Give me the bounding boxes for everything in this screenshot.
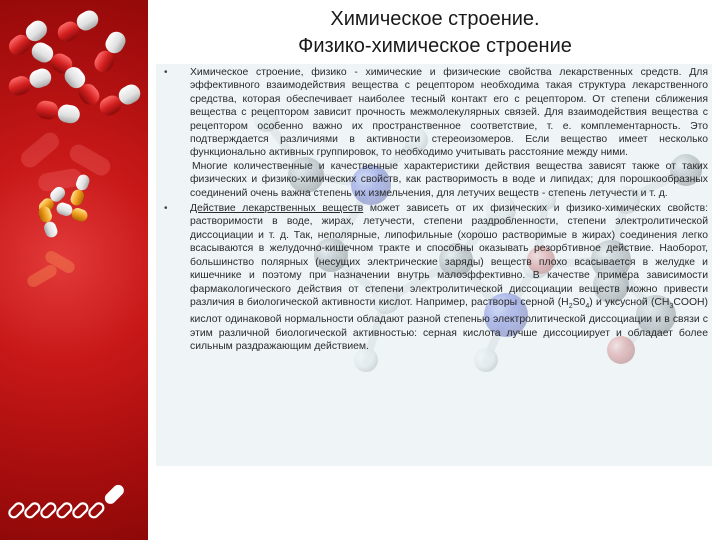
paragraph-physical-properties: Многие количественные и качественные характеристики действия вещества зависят также от таких физических и физико-химических свойств, как растворимость в воде и липидах; для порошкообразных соединений очень важна степень их измельчения, для летучих веществ - степень летучести и т. д. — [190, 160, 708, 199]
page-title — [150, 6, 720, 60]
subscript: 3 — [669, 302, 674, 310]
capsule-decoration-icon — [0, 0, 148, 540]
text-segment: S0 — [572, 296, 586, 308]
paragraph-chemical-structure: Химическое строение, физико - химические и физические свойства лекарственных средств. Для эффективного взаимодействия вещества с рецептором необходима такая структура лекарственного средства, которая обеспечивает наиболее тесный контакт его с рецептором. От степени сближения вещества с рецептором зависит прочность межмолекулярных связей. Для взаимодействия вещества с рецептором особенно важно их пространственное соответствие, т. е. комплементарность. Это подтверждается различиями в активности стереоизомеров. Если вещество имеет несколько функционально активных группировок, то необходимо учитывать расстояние между ними. — [190, 67, 708, 159]
pill-row-icon — [8, 484, 125, 519]
text-segment: COOH) кислот одинаковой нормальности обладают разной степенью электролитической диссоциации и в связи с этим различной биологической активностью: серная кислота лучше диссоциирует и обладает более сильным раздражающим действием. — [190, 296, 708, 353]
bullet-dot: • — [164, 203, 168, 215]
paragraph-drug-action — [190, 202, 708, 354]
text-segment: может зависеть от их физических и физико-химических свойств: растворимости в воде, жирах, летучести, степени раздробленности, степени электролитической диссоциации и т. д. Так, неполярные, липофильные (хорошо растворимые в жирах) соединения легко всасываются в желудочно-кишечном тракте и способны оказывать резорбтивное действие. Наоборот, большинство полярных (несущих электрические заряды) веществ плохо всасывается в желудке и кишечнике и поэтому при назначении внутрь малоэффективно. В качестве примера зависимости фармакологического действия от степени электролитической диссоциации веществ можно привести различия в биологической активности кислот. Например, растворы серной (H — [190, 203, 708, 308]
left-decorative-sidebar — [0, 0, 148, 540]
subscript: 2 — [568, 302, 573, 310]
lead-phrase: Действие лекарственных веществ — [190, 203, 364, 215]
bullet-list — [160, 66, 708, 354]
title-line-2: Физико-химическое строение — [298, 35, 572, 57]
capsule-orange-shadow-icon — [25, 249, 77, 289]
title-line-1: Химическое строение. — [330, 8, 540, 30]
capsule-cluster-icon — [5, 7, 143, 124]
bullet-dot: • — [164, 67, 168, 78]
capsule-shadow-icon — [17, 129, 113, 193]
subscript: 4 — [585, 302, 590, 310]
bullet-item-1 — [160, 66, 708, 200]
bullet-item-2 — [160, 202, 708, 354]
text-segment: ) и уксусной (CH — [589, 296, 670, 308]
